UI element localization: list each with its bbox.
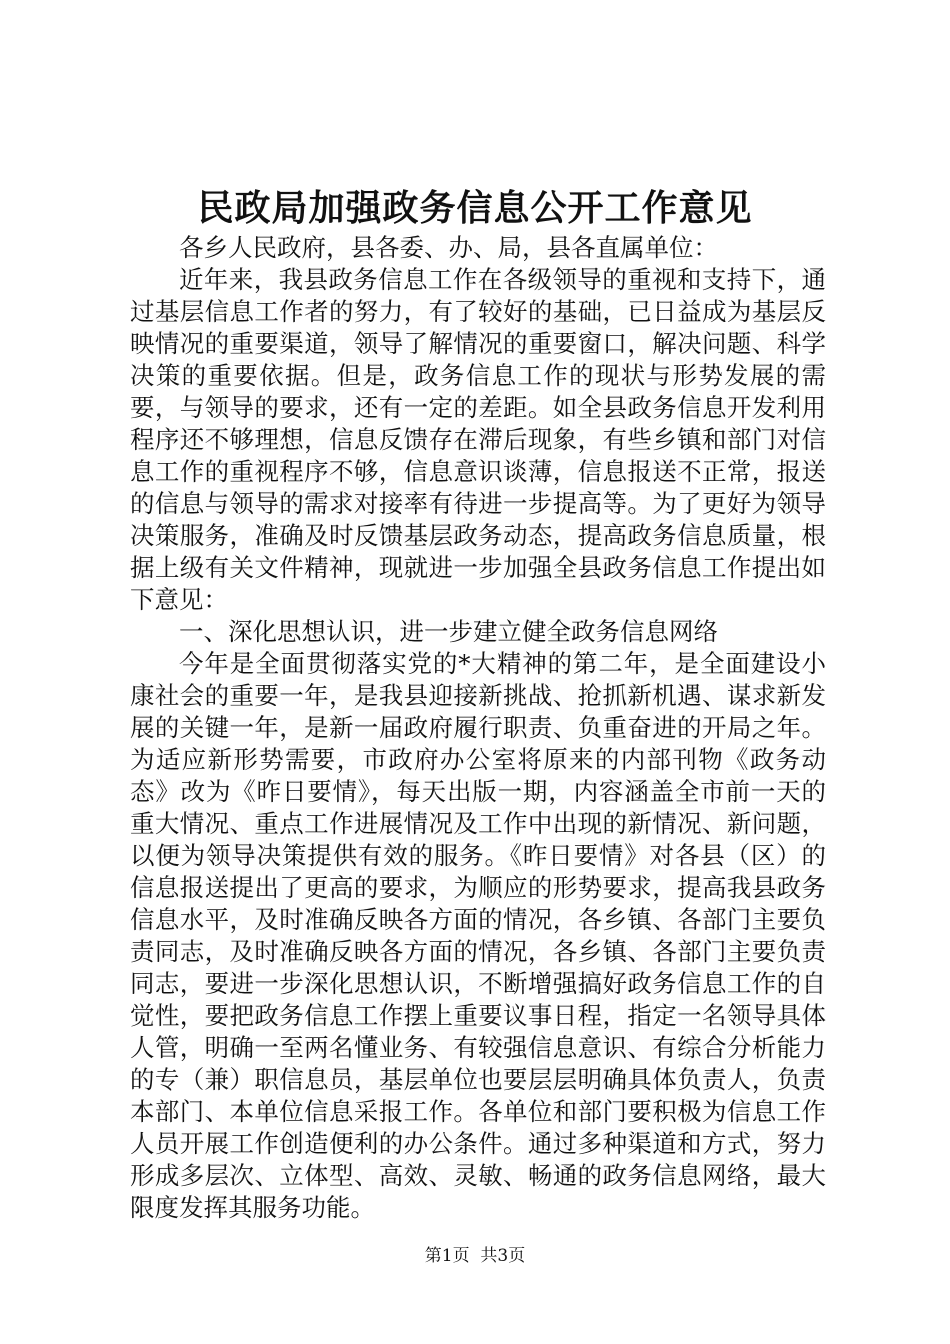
- page-number-footer: 第1页 共3页: [424, 1246, 526, 1266]
- document-body: [130, 232, 826, 1224]
- salutation-paragraph: 各乡人民政府，县各委、办、局，县各直属单位：: [179, 233, 718, 262]
- section-heading-1: 一、深化思想认识，进一步建立健全政务信息网络: [179, 617, 718, 646]
- intro-paragraph: 近年来，我县政务信息工作在各级领导的重视和支持下，通过基层信息工作者的努力，有了较好的基础，已日益成为基层反映情况的重要渠道，领导了解情况的重要窗口，解决问题、科学决策的重要依据。但是，政务信息工作的现状与形势发展的需要，与领导的要求，还有一定的差距。如全县政务信息开发利用程序还不够理想，信息反馈存在滞后现象，有些乡镇和部门对信息工作的重视程序不够，信息意识谈薄，信息报送不正常，报送的信息与领导的需求对接率有待进一步提高等。为了更好为领导决策服务，准确及时反馈基层政务动态，提高政务信息质量，根据上级有关文件精神，现就进一步加强全县政务信息工作提出如下意见：: [130, 265, 826, 614]
- page-title: 民政局加强政务信息公开工作意见: [197, 187, 753, 229]
- section-1-paragraph: 今年是全面贯彻落实党的*大精神的第二年，是全面建设小康社会的重要一年，是我县迎接新挑战、抢抓新机遇、谋求新发展的关键一年，是新一届政府履行职责、负重奋进的开局之年。为适应新形势需要，市政府办公室将原来的内部刊物《政务动态》改为《昨日要情》，每天出版一期，内容涵盖全市前一天的重大情况、重点工作进展情况及工作中出现的新情况、新问题，以便为领导决策提供有效的服务。《昨日要情》对各县（区）的信息报送提出了更高的要求，为顺应的形势要求，提高我县政务信息水平，及时准确反映各方面的情况，各乡镇、各部门主要负责同志，及时准确反映各方面的情况，各乡镇、各部门主要负责同志，要进一步深化思想认识，不断增强搞好政务信息工作的自觉性，要把政务信息工作摆上重要议事日程，指定一名领导具体人管，明确一至两名懂业务、有较强信息意识、有综合分析能力的专（兼）职信息员，基层单位也要层层明确具体负责人，负责本部门、本单位信息采报工作。各单位和部门要积极为信息工作人员开展工作创造便利的办公条件。通过多种渠道和方式，努力形成多层次、立体型、高效、灵敏、畅通的政务信息网络，最大限度发挥其服务功能。: [130, 649, 826, 1222]
